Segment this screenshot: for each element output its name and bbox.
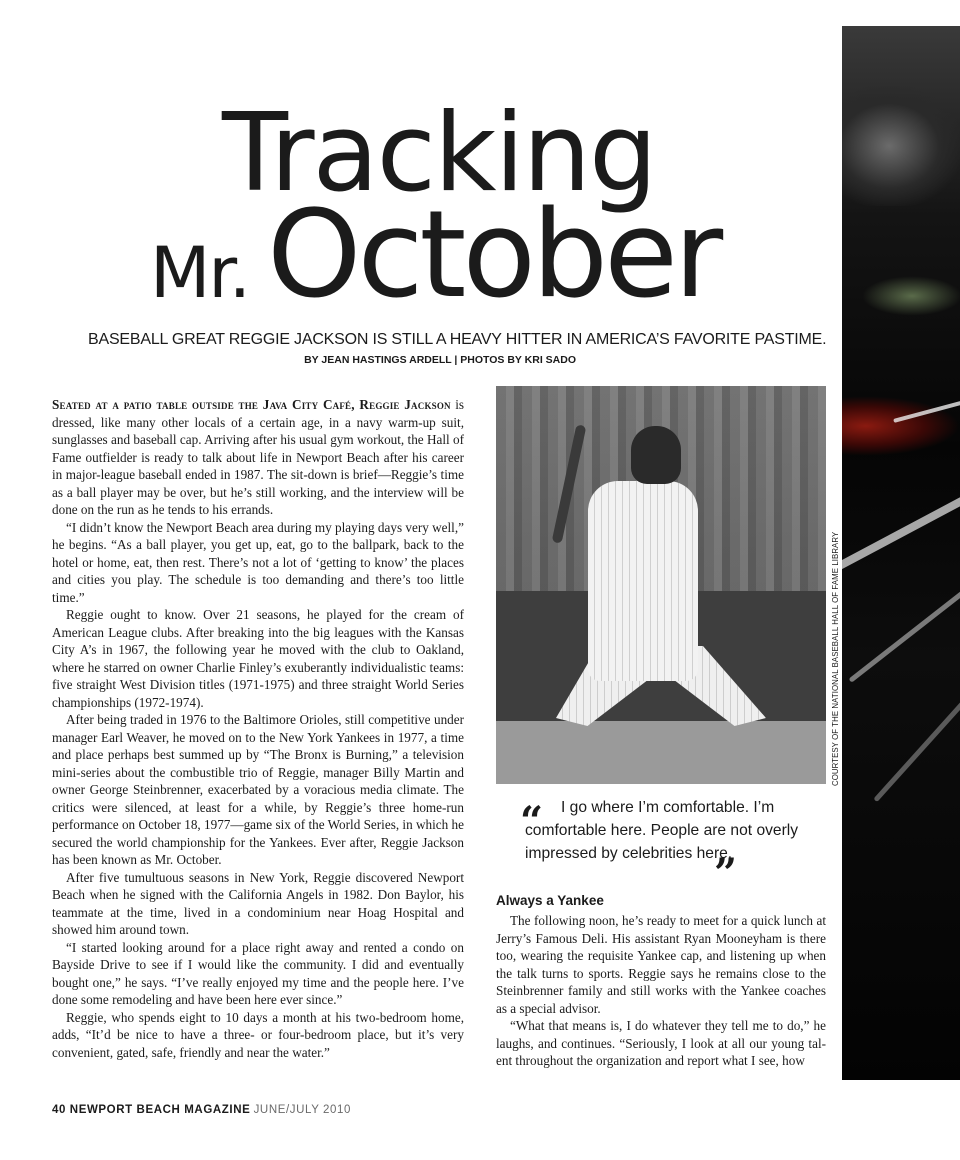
footer-magazine: 40 NEWPORT BEACH MAGAZINE bbox=[52, 1104, 251, 1116]
pull-quote: “ I go where I’m comfortable. I’m comfortable here. People are not overly impressed by celebrities here. ” bbox=[520, 796, 810, 865]
headline-tracking: Tracking bbox=[222, 91, 656, 216]
body-column-right bbox=[496, 912, 826, 1070]
headline-mr: Mr. bbox=[150, 232, 249, 314]
paragraph: Reggie, who spends eight to 10 days a month at his two-bedroom home, adds, “It’d be nice to have a three- or four-bedroom place, but it’s very convenient, gated, safe, friendly and near the water.” bbox=[52, 1009, 464, 1060]
paragraph: “What that means is, I do whatever they tell me to do,” he laughs, and continues. “Seriously, I look at all our young tal-ent throughout the organization and report what I see, how bbox=[496, 1018, 826, 1068]
paragraph: “I didn’t know the Newport Beach area during my playing days very well,” he begins. “As a ball player, you get up, eat, go to the ballpark, back to the hotel or home, eat, then rest. There’s not a lot of ‘getting to know’ the places and cities you play. The schedule is too demanding and there’s too little time.” bbox=[52, 519, 464, 605]
paragraph: Reggie ought to know. Over 21 seasons, he played for the cream of American League clubs. After breaking into the big leagues with the Kansas City A’s in 1967, the following year he moved with the club to Oakland, where he starred on owner Charlie Finley’s exuberantly individualistic teams: five straight West Division titles (1971-1975) and three straight World Series championships (1972-1974). bbox=[52, 607, 464, 710]
pull-quote-text: I go where I’m comfortable. I’m comfortable here. People are not overly impressed by celebrities here. bbox=[525, 799, 799, 862]
section-heading: Always a Yankee bbox=[496, 893, 604, 908]
body-column-left bbox=[52, 396, 464, 1061]
footer-issue: JUNE/JULY 2010 bbox=[253, 1104, 352, 1116]
lead-in: Seated at a patio table outside the Java City Café, Reggie Jackson bbox=[52, 397, 451, 412]
byline: BY JEAN HASTINGS ARDELL | PHOTOS BY KRI SADO bbox=[304, 354, 576, 366]
paragraph: “I started looking around for a place right away and rented a condo on Bayside Drive to see if I would like the community. I did and eventually bought one,” he says. “I’ve really enjoyed my time and the people here. I’ve done some remodeling and have been here ever since.” bbox=[52, 939, 464, 1007]
paragraph: After being traded in 1976 to the Baltimore Orioles, still competitive under manager Earl Weaver, he moved on to the New York Yankees in 1977, a time and place perhaps best summed up by “The Bronx is Burning,” a television mini-series about the combustible trio of Reggie, manager Billy Martin and owner George Steinbrenner, exacerbated by a voracious media climate. The critics were silenced, at least for a while, by Reggie’s three home-run performance on October 18, 1977—game six of the World Series, in which he secured the world championship for the Yankees. Ever after, Reggie Jackson has been known as Mr. October. bbox=[52, 712, 464, 867]
reggie-jackson-photo bbox=[496, 386, 826, 784]
headline-october: October bbox=[267, 186, 720, 325]
paragraph: Seated at a patio table outside the Java City Café, Reggie Jackson is dressed, like many other locals of a certain age, in a navy warm-up suit, sunglasses and baseball cap. Arriving after his usual gym workout, the Hall of Fame outfielder is ready to talk about life in Newport Beach after his career in major-league baseball ended in 1987. The sit-down is brief—Reggie’s time as a ball player may be over, but he’s still working, and the interview will be done on the run as he tends to his errands. bbox=[52, 397, 464, 517]
paragraph: After five tumultuous seasons in New York, Reggie discovered Newport Beach when he signed with the California Angels in 1982. Don Baylor, his teammate at the time, lived in a condominium near Hoag Hospital and showed him around town. bbox=[52, 869, 464, 937]
page-footer bbox=[52, 1104, 351, 1116]
paragraph: The following noon, he’s ready to meet for a quick lunch at Jerry’s Famous Deli. His assistant Ryan Mooneyham is there too, wearing the requisite Yankee cap, and listening up when the talk turns to sports. Reggie says he remains close to the Steinbrenner family and still works with the Yankee coaches as a special advisor. bbox=[496, 913, 826, 1016]
right-edge-photo bbox=[842, 26, 960, 1080]
photo-credit: COURTESY OF THE NATIONAL BASEBALL HALL OF FAME LIBRARY bbox=[831, 531, 840, 786]
subheadline: BASEBALL GREAT REGGIE JACKSON IS STILL A HEAVY HITTER IN AMERICA’S FAVORITE PASTIME. bbox=[88, 331, 827, 348]
